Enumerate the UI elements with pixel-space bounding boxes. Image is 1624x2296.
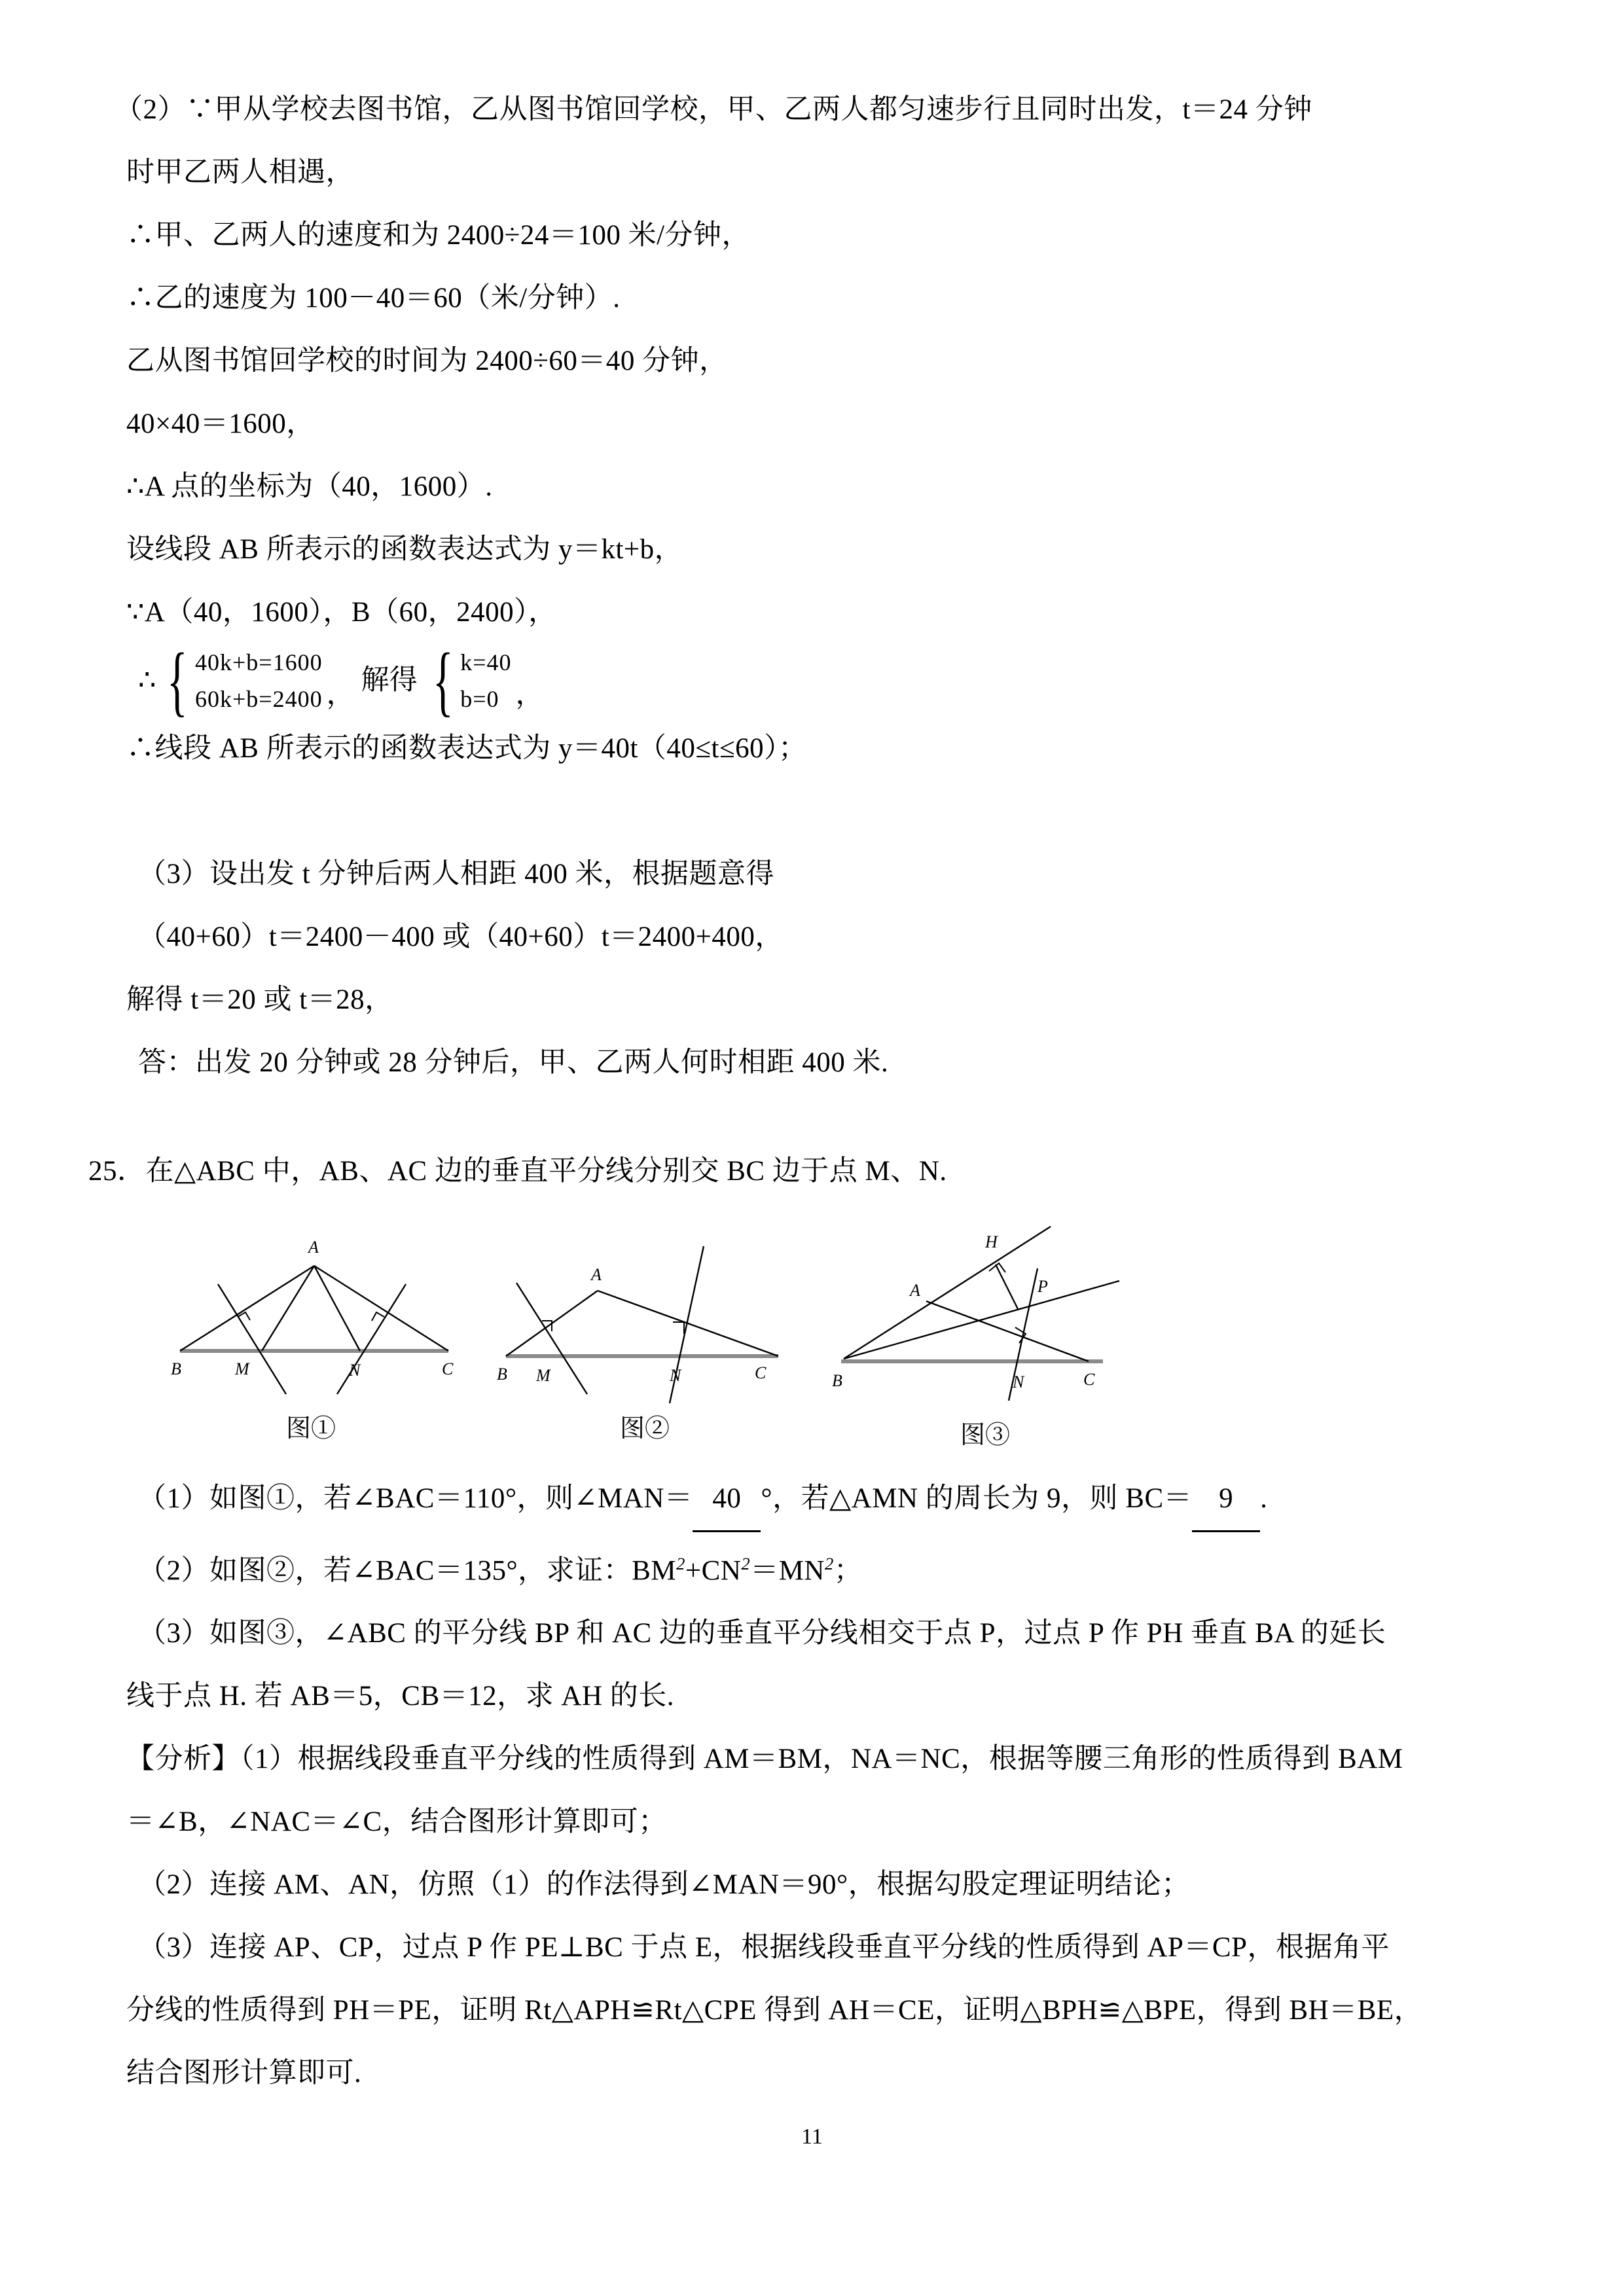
solution-line-13: 解得 t＝20 或 t＝28， (126, 984, 393, 1015)
figure-1-label-C: C (442, 1359, 454, 1378)
figure-3-label-H: H (985, 1232, 998, 1251)
q1-end: . (1260, 1483, 1268, 1514)
equation-3: k=40 (460, 649, 512, 675)
figure-1-label-N: N (349, 1361, 361, 1380)
analysis-block (115, 1728, 1509, 2105)
solution-line-7: ∴A 点的坐标为（40，1600）. (126, 471, 493, 502)
answer-blank-bc[interactable]: 9 (1192, 1467, 1260, 1532)
solution-line-3: ∴甲、乙两人的速度和为 2400÷24＝100 米/分钟， (126, 220, 751, 251)
solution-line-8: 设线段 AB 所表示的函数表达式为 y＝kt+b， (126, 534, 683, 565)
solution-line-9: ∵A（40，1600），B（60，2400）， (126, 597, 557, 628)
left-equation-stack (191, 644, 327, 717)
figure-2-label-N: N (670, 1366, 681, 1385)
figure-2-label-M: M (536, 1366, 550, 1385)
q1-middle: °，若△AMN 的周长为 9，则 BC＝ (761, 1483, 1193, 1514)
therefore-symbol: ∴ (138, 665, 156, 696)
figure-3-label-B: B (832, 1371, 842, 1390)
solution-line-11: （3）设出发 t 分钟后两人相距 400 米，根据题意得 (138, 859, 774, 889)
equation-2: 60k+b=2400 (194, 686, 323, 712)
figures-row (115, 1212, 1509, 1450)
solution-line-2: 时甲乙两人相遇， (126, 157, 354, 188)
figure-2-label-C: C (755, 1363, 767, 1382)
solution-line-10: ∴线段 AB 所表示的函数表达式为 y＝40t（40≤t≤60）； (126, 733, 807, 764)
figure-2-drawing (488, 1212, 802, 1408)
figure-3-label-P: P (1038, 1277, 1048, 1296)
figure-1 (154, 1212, 468, 1444)
figure-2 (488, 1212, 802, 1444)
equation-1: 40k+b=1600 (194, 649, 323, 675)
equation-4: b=0 (460, 686, 499, 712)
system-comma-2: ， (515, 679, 544, 710)
solution-line-6: 40×40＝1600， (126, 408, 315, 439)
right-equation-stack (456, 644, 515, 717)
solution-line-14: 答：出发 20 分钟或 28 分钟后，甲、乙两人何时相距 400 米. (138, 1047, 889, 1078)
problem-block-25 (88, 1140, 1509, 1728)
right-brace-icon: { (432, 637, 454, 725)
solution-line-5: 乙从图书馆回学校的时间为 2400÷60＝40 分钟， (126, 346, 728, 376)
figure-1-drawing (154, 1212, 468, 1408)
figure-3-label-A: A (910, 1281, 920, 1300)
figure-1-label-A: A (308, 1238, 319, 1257)
analysis-line-6: 结合图形计算即可. (126, 2058, 362, 2089)
analysis-line-5: 分线的性质得到 PH＝PE，证明 Rt△APH≌Rt△CPE 得到 AH＝CE，证明△BPH≌△BPE，得到 BH＝BE， (126, 1995, 1423, 2026)
figure-2-label-B: B (497, 1365, 507, 1384)
question-25-1 (115, 1467, 1509, 1532)
page-number: 11 (801, 2125, 823, 2149)
solve-label: 解得 (361, 665, 418, 696)
q1-prefix: （1）如图①，若∠BAC＝110°，则∠MAN＝ (138, 1483, 693, 1514)
figure-1-label-M: M (235, 1359, 249, 1378)
spacer-3 (115, 1450, 1509, 1467)
analysis-line-3: （2）连接 AM、AN，仿照（1）的作法得到∠MAN＝90°，根据勾股定理证明结论； (138, 1869, 1190, 1901)
q2-sup-3: 2 (825, 1554, 834, 1573)
figure-2-caption: 图② (619, 1415, 670, 1443)
analysis-line-2: ＝∠B，∠NAC＝∠C，结合图形计算即可； (126, 1806, 667, 1838)
figure-3 (821, 1212, 1149, 1450)
q2-part-c: ＝MN (750, 1555, 825, 1587)
solution-block-24 (115, 79, 1509, 1094)
analysis-line-4: （3）连接 AP、CP，过点 P 作 PE⊥BC 于点 E，根据线段垂直平分线的性质得到 AP＝CP，根据角平 (138, 1932, 1390, 1964)
question-25-2 (115, 1532, 1509, 1602)
solution-line-12: （40+60）t＝2400－400 或（40+60）t＝2400+400， (138, 922, 784, 952)
left-brace-icon: { (167, 637, 189, 725)
figure-3-drawing (821, 1212, 1149, 1415)
problem-25-stem: 25．在△ABC 中，AB、AC 边的垂直平分线分别交 BC 边于点 M、N. (88, 1156, 947, 1187)
spacer-1 (115, 780, 1509, 843)
analysis-line-1: 【分析】（1）根据线段垂直平分线的性质得到 AM＝BM，NA＝NC，根据等腰三角形的性质得到 BAM (126, 1744, 1403, 1775)
figure-1-label-B: B (171, 1359, 181, 1378)
answer-blank-angle-man[interactable]: 40 (693, 1467, 761, 1532)
question-25-3-line-1: （3）如图③，∠ABC 的平分线 BP 和 AC 边的垂直平分线相交于点 P，过点 P 作 PH 垂直 BA 的延长 (138, 1618, 1386, 1649)
solution-line-4: ∴乙的速度为 100－40＝60（米/分钟）. (126, 283, 621, 314)
equation-system-row (115, 637, 1509, 725)
figure-1-caption: 图① (285, 1415, 336, 1443)
figure-3-label-C: C (1083, 1370, 1095, 1389)
solution-line-1: （2）∵甲从学校去图书馆，乙从图书馆回学校，甲、乙两人都匀速步行且同时出发，t＝24 分钟 (115, 94, 1312, 125)
q2-part-d: ； (833, 1555, 863, 1587)
q2-sup-2: 2 (741, 1554, 751, 1573)
question-25-3-line-2: 线于点 H. 若 AB＝5，CB＝12，求 AH 的长. (126, 1681, 675, 1712)
figure-3-caption: 图③ (960, 1422, 1010, 1449)
spacer-2 (115, 1094, 1509, 1140)
figure-2-label-A: A (591, 1265, 602, 1284)
q2-part-a: （2）如图②，若∠BAC＝135°，求证：BM (138, 1555, 677, 1587)
q2-part-b: +CN (685, 1555, 742, 1587)
q2-sup-1: 2 (676, 1554, 685, 1573)
system-comma-1: ， (326, 679, 355, 710)
figure-3-label-N: N (1013, 1372, 1024, 1391)
